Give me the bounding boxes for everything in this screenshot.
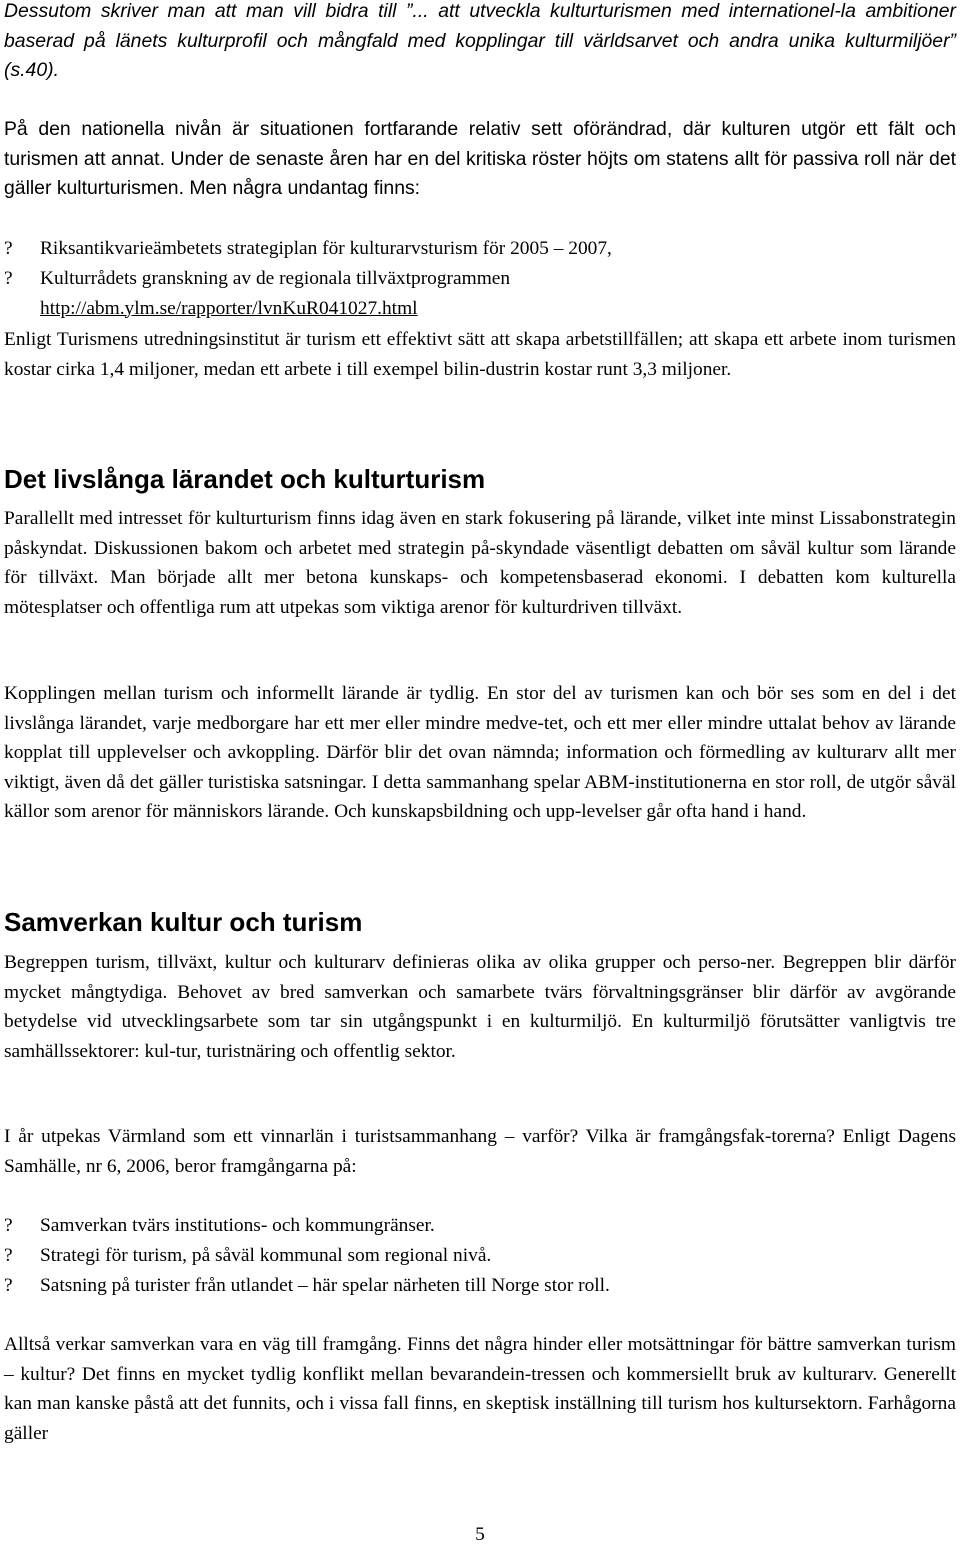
bullet-mark: ?	[4, 1245, 13, 1266]
list-item-text: Satsning på turister från utlandet – här spelar närheten till Norge stor roll.	[40, 1275, 610, 1296]
list-item-text	[40, 264, 956, 323]
paragraph-text: Dessutom skriver man att man vill bidra till ”... att utveckla kulturturismen med internationel-la ambitioner baserad på länets kulturprofil och mångfald med kopplingar till världsarvet och andra unika kulturmiljöer” (s.40).	[4, 0, 956, 81]
paragraph-tourism-institute: Enligt Turismens utredningsinstitut är turism ett effektivt sätt att skapa arbetstillfällen; att skapa ett arbete inom turismen kostar cirka 1,4 miljoner, medan ett arbete i till exempel bilin-dustrin kostar runt 3,3 miljoner.	[4, 329, 956, 380]
list-item-text: Samverkan tvärs institutions- och kommungränser.	[40, 1215, 435, 1236]
list-item	[4, 234, 956, 264]
list-item-label: Kulturrådets granskning av de regionala tillväxtprogrammen	[40, 268, 511, 289]
paragraph-informal-learning: Kopplingen mellan turism och informellt lärande är tydlig. En stor del av turismen kan och bör ses som en del i det livslånga lärandet, varje medborgare har ett mer eller mindre medve-tet, och ett mer eller mindre uttalat behov av lärande kopplat till upplevelser och avkoppling. Därför blir det ovan nämnda; information och förmedling av kulturarv allt mer viktigt, även då det gäller turistiska satsningar. I detta sammanhang spelar ABM-institutionerna en stor roll, de utgör såväl källor som arenor för människors lärande. Och kunskapsbildning och upp-levelser går ofta hand i hand.	[4, 683, 956, 822]
list-item	[4, 1271, 956, 1301]
list-item-text: Riksantikvarieämbetets strategiplan för kulturarvsturism för 2005 – 2007,	[40, 238, 612, 259]
paragraph-quote-intro	[4, 0, 956, 86]
bullet-mark: ?	[4, 268, 13, 289]
paragraph-varmland: I år utpekas Värmland som ett vinnarlän i turistsammanhang – varför? Vilka är framgångsfak-torerna? Enligt Dagens Samhälle, nr 6, 2006, beror framgångarna på:	[4, 1126, 956, 1177]
section-heading-lifelong-learning: Det livslånga lärandet och kulturturism	[4, 464, 486, 494]
list-item-text: Strategi för turism, på såväl kommunal som regional nivå.	[40, 1245, 492, 1266]
bullet-mark: ?	[4, 1215, 13, 1236]
list-item	[4, 1211, 956, 1241]
page-number: 5	[475, 1524, 485, 1545]
paragraph-concepts: Begreppen turism, tillväxt, kultur och kulturarv definieras olika av olika grupper och perso-ner. Begreppen blir därför mycket mångtydiga. Behovet av bred samverkan och samarbete tvärs förvaltningsgränser blir därför av avgörande betydelse vid utvecklingsarbete som tar sin utgångspunkt i en kulturmiljö. En kulturmiljö förutsätter vanligtvis tre samhällssektorer: kul-tur, turistnäring och offentlig sektor.	[4, 952, 956, 1062]
list-item	[4, 1241, 956, 1271]
paragraph-success: Alltså verkar samverkan vara en väg till framgång. Finns det några hinder eller motsättningar för bättre samverkan turism – kultur? Det finns en mycket tydlig konflikt mellan bevarandein-tressen och kommersiellt bruk av kulturarv. Generellt kan man kanske påstå att det funnits, och i vissa fall finns, en skeptisk inställning till turism hos kultursektorn. Farhågorna gäller	[4, 1334, 956, 1444]
report-link[interactable]: http://abm.ylm.se/rapporter/lvnKuR041027.html	[40, 297, 418, 319]
bullet-mark: ?	[4, 1275, 13, 1296]
section-heading-cooperation: Samverkan kultur och turism	[4, 907, 363, 937]
bullet-mark: ?	[4, 238, 13, 259]
paragraph-national-level: På den nationella nivån är situationen fortfarande relativ sett oförändrad, där kulturen utgör ett fält och turismen att annat. Under de senaste åren har en del kritiska röster höjts om statens allt för passiva roll när det gäller kulturturismen. Men några undantag finns:	[4, 118, 956, 199]
list-item	[4, 264, 956, 323]
paragraph-lisbon-strategy: Parallellt med intresset för kulturturism finns idag även en stark fokusering på lärande, vilket inte minst Lissabonstrategin påskyndat. Diskussionen bakom och arbetet med strategin på-skyndade väsentligt debatten om såväl kultur som lärande för tillväxt. Man började allt mer betona kunskaps- och kompetensbaserad ekonomi. I debatten kom kulturella mötesplatser och offentliga rum att utpekas som viktiga arenor för kulturdriven tillväxt.	[4, 508, 956, 618]
